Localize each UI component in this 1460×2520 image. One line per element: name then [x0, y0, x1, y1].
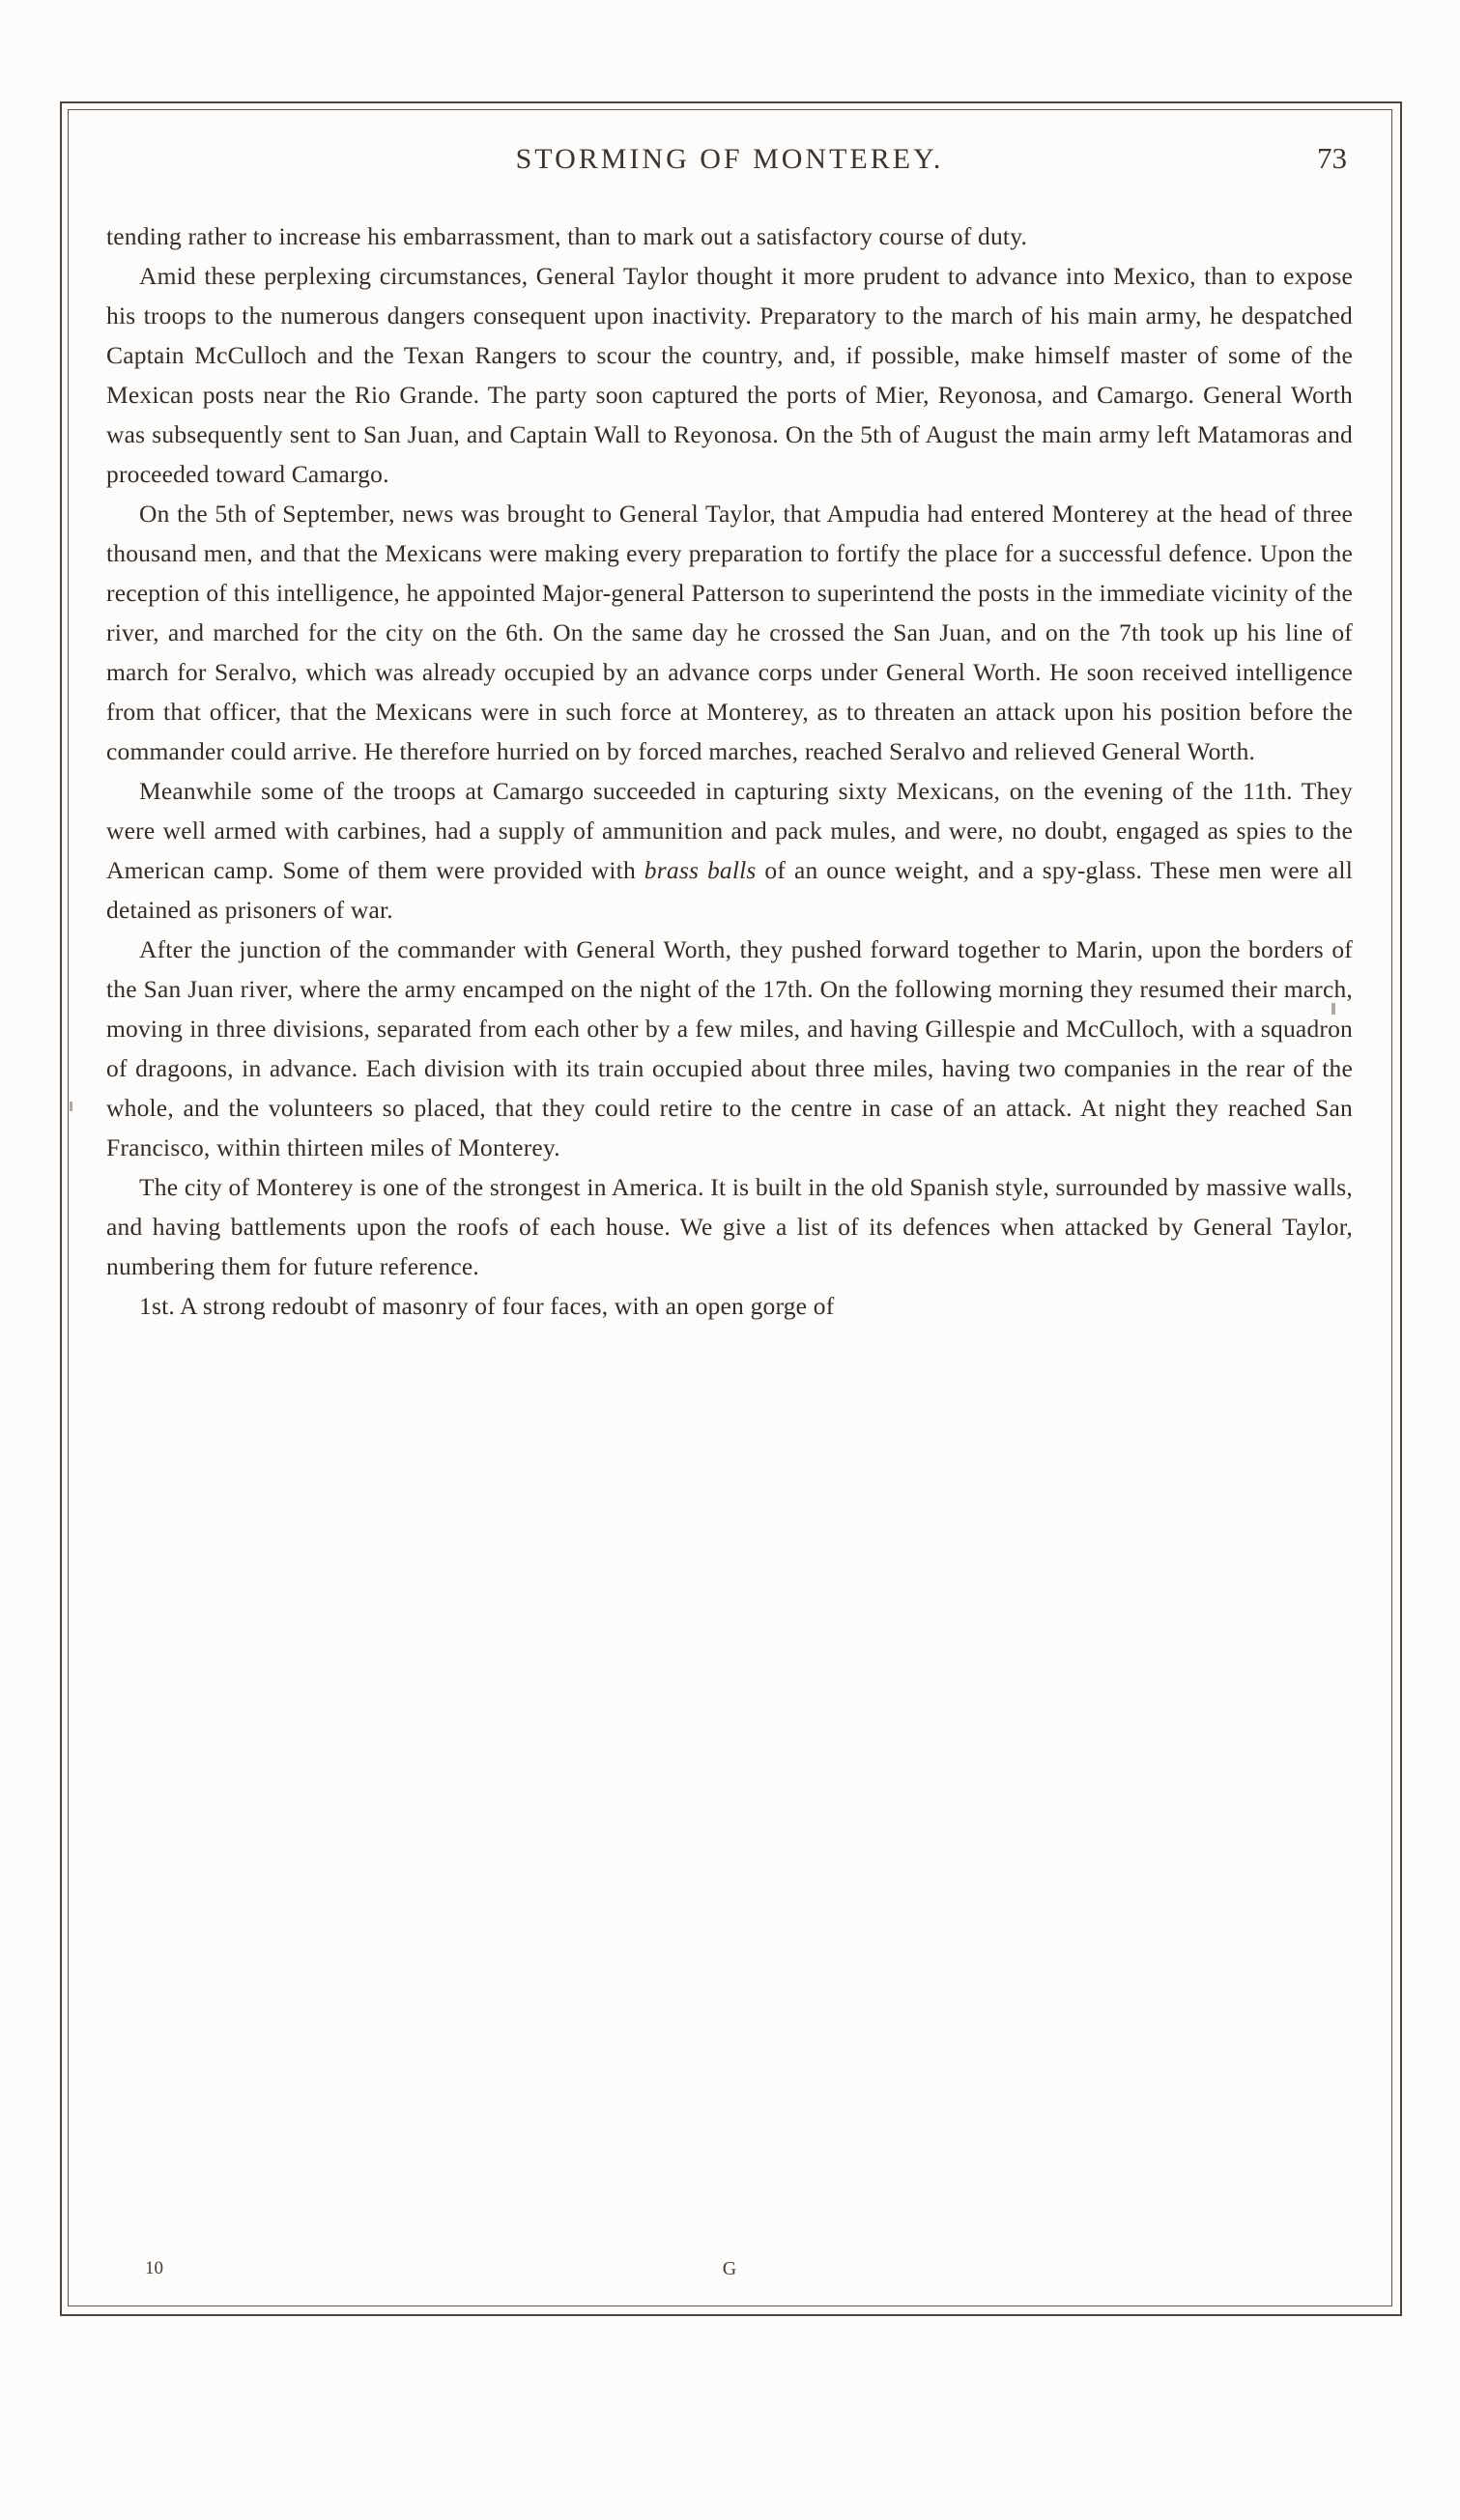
page-content — [106, 135, 1353, 2280]
paragraph — [106, 771, 1353, 930]
paragraph: After the junction of the commander with General Worth, they pushed forward together to Marin, upon the borders of the San Juan river, where the army encamped on the night of the 17th. On the following morning they resumed their march, moving in three divisions, separated from each other by a few miles, and having Gillespie and McCulloch, with a squadron of dragoons, in advance. Each division with its train occupied about three miles, having two companies in the rear of the whole, and the volunteers so placed, that they could retire to the centre in case of an attack. At night they reached San Francisco, within thirteen miles of Monterey. — [106, 935, 1353, 1161]
page-header — [106, 135, 1353, 203]
paragraph: The city of Monterey is one of the strongest in America. It is built in the old Spanish style, surrounded by massive walls, and having battlements upon the roofs of each house. We give a list of its defences when attacked by General Taylor, numbering them for future reference. — [106, 1173, 1353, 1280]
scan-speck — [70, 1102, 72, 1111]
body-text — [106, 216, 1353, 1326]
signature-letter: G — [722, 2258, 738, 2279]
paragraph-part: Meanwhile some of the troops at Camargo succeeded in capturing sixty Mexicans, on the evening of the 11th. They were well armed with carbines, had a supply of ammunition and pack mules, and were, no doubt, engaged as spies to the American camp. Some of them were provided with — [106, 777, 1353, 884]
signature-line — [106, 2258, 1354, 2287]
page-number: 73 — [1317, 141, 1347, 175]
emphasis-brass-balls: brass balls — [644, 856, 757, 884]
paragraph: tending rather to increase his embarrassment, than to mark out a satisfactory course of duty. — [106, 222, 1028, 250]
paragraph: Amid these perplexing circumstances, General Taylor thought it more prudent to advance into Mexico, than to expose his troops to the numerous dangers consequent upon inactivity. Preparatory to the march of his main army, he despatched Captain McCulloch and the Texan Rangers to scour the country, and, if possible, make himself master of some of the Mexican posts near the Rio Grande. The party soon captured the ports of Mier, Reyonosa, and Camargo. General Worth was subsequently sent to San Juan, and Captain Wall to Reyonosa. On the 5th of August the main army left Matamoras and proceeded toward Camargo. — [106, 262, 1353, 488]
paragraph-part: of an ounce weight, and a spy-glass. These men were all detained as prisoners of war. — [106, 856, 1353, 924]
signature-number: 10 — [145, 2258, 163, 2278]
running-head: STORMING OF MONTEREY. — [515, 143, 944, 175]
paragraph: On the 5th of September, news was brought to General Taylor, that Ampudia had entered Monterey at the head of three thousand men, and that the Mexicans were making every preparation to fortify the place for a successful defence. Upon the reception of this intelligence, he appointed Major-general Patterson to superintend the posts in the immediate vicinity of the river, and marched for the city on the 6th. On the same day he crossed the San Juan, and on the 7th took up his line of march for Seralvo, which was already occupied by an advance corps under General Worth. He soon received intelligence from that officer, that the Mexicans were in such force at Monterey, as to threaten an attack upon his position before the commander could arrive. He therefore hurried on by forced marches, reached Seralvo and relieved General Worth. — [106, 500, 1353, 765]
paragraph: 1st. A strong redoubt of masonry of four faces, with an open gorge of — [139, 1292, 835, 1320]
